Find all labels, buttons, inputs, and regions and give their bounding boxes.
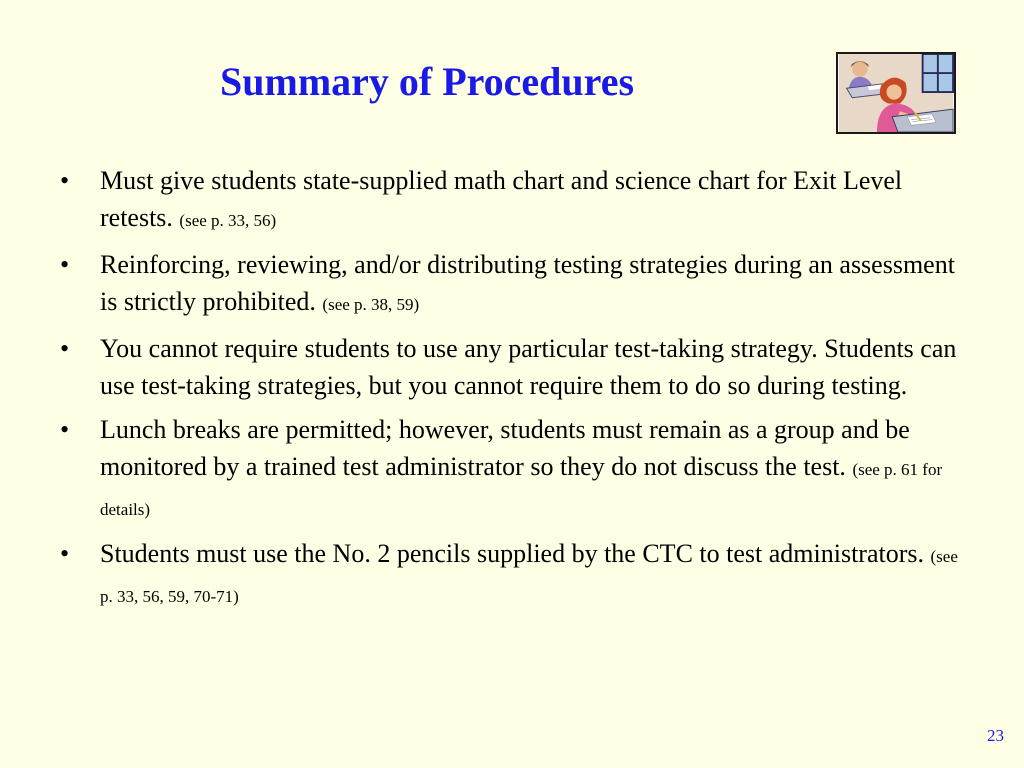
bullet-item	[60, 162, 960, 239]
bullet-text: Lunch breaks are permitted; however, students must remain as a group and be monitored by a trained test administrator so they do not discuss the test.	[100, 415, 910, 481]
page-reference: (see p. 61 for details)	[100, 460, 943, 519]
bullet-list	[60, 162, 960, 622]
page-number: 23	[987, 726, 1004, 745]
bullet-item	[60, 411, 960, 528]
bullet-text: Students must use the No. 2 pencils supplied by the CTC to test administrators.	[100, 539, 924, 568]
bullet-dot: •	[60, 166, 70, 195]
bullet-item	[60, 535, 960, 615]
slide-title: Summary of Procedures	[220, 59, 635, 104]
bullet-dot: •	[60, 250, 70, 279]
students-testing-clipart-icon	[836, 52, 956, 134]
bullet-text: You cannot require students to use any particular test-taking strategy. Students can use test-taking strategies, but you cannot require them to do so during testing.	[100, 334, 957, 400]
bullet-text: Must give students state-supplied math chart and science chart for Exit Level retests.	[100, 166, 903, 232]
bullet-text: Reinforcing, reviewing, and/or distributing testing strategies during an assessment is strictly prohibited.	[100, 250, 955, 316]
bullet-dot: •	[60, 334, 70, 363]
page-reference: (see p. 33, 56, 59, 70-71)	[100, 547, 958, 606]
page-reference: (see p. 33, 56)	[179, 211, 277, 230]
bullet-dot: •	[60, 539, 70, 568]
bullet-item	[60, 246, 960, 323]
bullet-dot: •	[60, 415, 70, 444]
page-reference: (see p. 38, 59)	[322, 295, 420, 314]
bullet-item	[60, 330, 960, 404]
